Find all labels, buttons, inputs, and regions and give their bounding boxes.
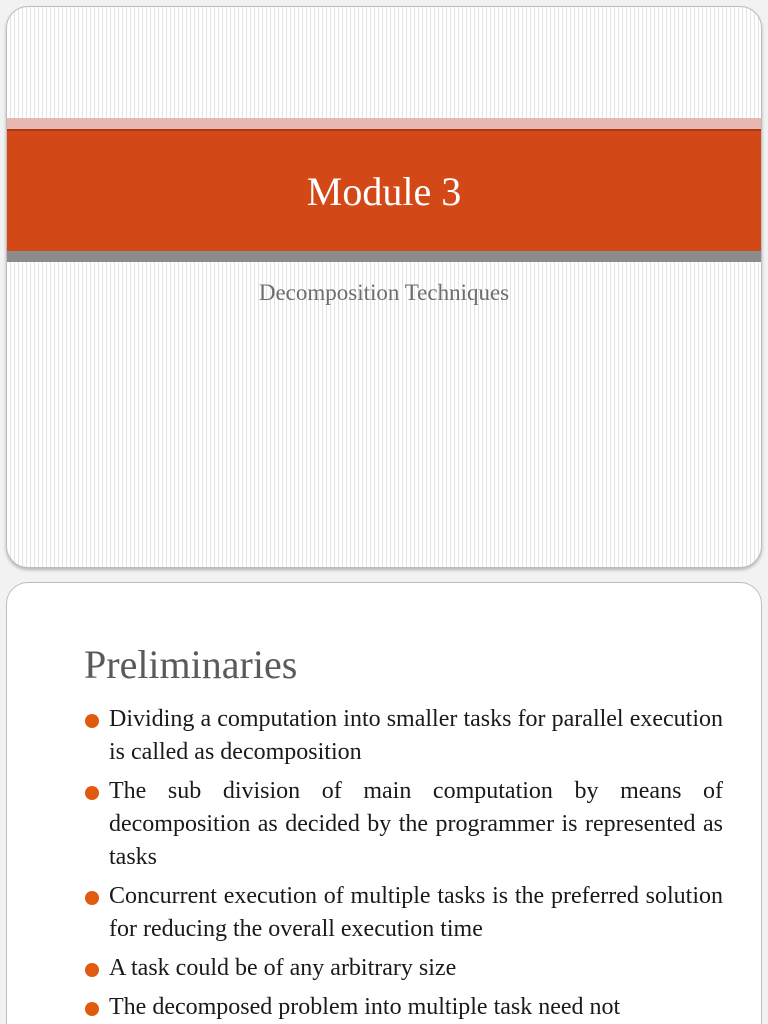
bullet-text: A task could be of any arbitrary size — [109, 955, 457, 981]
title-slide — [6, 6, 762, 568]
bullet-dot-icon — [85, 1002, 99, 1016]
bullet-dot-icon — [85, 891, 99, 905]
content-slide — [6, 582, 762, 1024]
bullet-dot-icon — [85, 963, 99, 977]
bullet-item — [85, 775, 723, 874]
gray-accent-band — [7, 251, 761, 262]
bullet-text: Dividing a computation into smaller tasks for parallel execution is called as decomposition — [109, 706, 723, 765]
title-band — [7, 129, 761, 251]
slide-heading: Preliminaries — [84, 642, 298, 687]
slide-subtitle: Decomposition Techniques — [258, 280, 510, 305]
bullet-item — [85, 952, 723, 985]
bullet-dot-icon — [85, 786, 99, 800]
bullet-list — [85, 703, 723, 1024]
bullet-text: The sub division of main computation by means of decomposition as decided by the programmer is represented as tasks — [109, 778, 723, 870]
bullet-text: The decomposed problem into multiple task need not — [109, 994, 621, 1020]
bullet-item — [85, 880, 723, 946]
slide-title: Module 3 — [306, 169, 462, 214]
pink-accent-band — [7, 118, 761, 129]
bullet-text: Concurrent execution of multiple tasks is the preferred solution for reducing the overall execution time — [109, 883, 723, 942]
bullet-dot-icon — [85, 714, 99, 728]
bullet-item — [85, 703, 723, 769]
bullet-item — [85, 991, 723, 1024]
